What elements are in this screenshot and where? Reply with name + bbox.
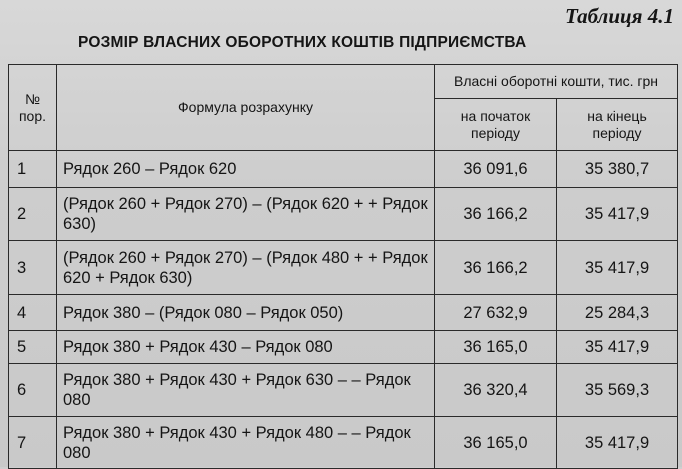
row-start-value: 36 165,0 [435,331,557,364]
row-end-value: 35 417,9 [557,188,678,241]
row-formula: Рядок 380 + Рядок 430 – Рядок 080 [57,331,435,364]
row-end-value: 35 417,9 [557,241,678,295]
table-title: РОЗМІР ВЛАСНИХ ОБОРОТНИХ КОШТІВ ПІДПРИЄМСТВА [78,34,527,51]
row-start-value: 36 165,0 [435,417,557,469]
table-row [9,331,678,364]
table-row [9,241,678,295]
table-row [9,151,678,188]
row-start-value: 36 320,4 [435,364,557,417]
row-end-value: 25 284,3 [557,295,678,331]
row-start-value: 36 091,6 [435,151,557,188]
row-number: 3 [9,241,57,295]
row-number: 2 [9,188,57,241]
row-end-value: 35 417,9 [557,417,678,469]
row-formula: Рядок 380 + Рядок 430 + Рядок 630 – – Рядок 080 [57,364,435,417]
row-number: 7 [9,417,57,469]
table-row [9,295,678,331]
header-funds: Власні оборотні кошти, тис. грн [435,65,678,99]
row-start-value: 36 166,2 [435,241,557,295]
table-row [9,188,678,241]
header-formula: Формула розрахунку [57,65,435,151]
table-row [9,364,678,417]
row-end-value: 35 380,7 [557,151,678,188]
row-start-value: 27 632,9 [435,295,557,331]
table-label: Таблиця 4.1 [565,4,674,28]
row-start-value: 36 166,2 [435,188,557,241]
row-formula: (Рядок 260 + Рядок 270) – (Рядок 620 + + Рядок 630) [57,188,435,241]
row-end-value: 35 569,3 [557,364,678,417]
funds-table [8,64,678,469]
table-row [9,417,678,469]
header-number: № пор. [9,65,57,151]
header-end: на кінець періоду [557,99,678,151]
row-number: 6 [9,364,57,417]
row-formula: Рядок 380 – (Рядок 080 – Рядок 050) [57,295,435,331]
row-formula: Рядок 380 + Рядок 430 + Рядок 480 – – Рядок 080 [57,417,435,469]
row-number: 1 [9,151,57,188]
row-number: 5 [9,331,57,364]
header-start: на початок періоду [435,99,557,151]
bleed-through-text [40,0,640,12]
row-formula: (Рядок 260 + Рядок 270) – (Рядок 480 + + Рядок 620 + Рядок 630) [57,241,435,295]
row-end-value: 35 417,9 [557,331,678,364]
row-number: 4 [9,295,57,331]
row-formula: Рядок 260 – Рядок 620 [57,151,435,188]
